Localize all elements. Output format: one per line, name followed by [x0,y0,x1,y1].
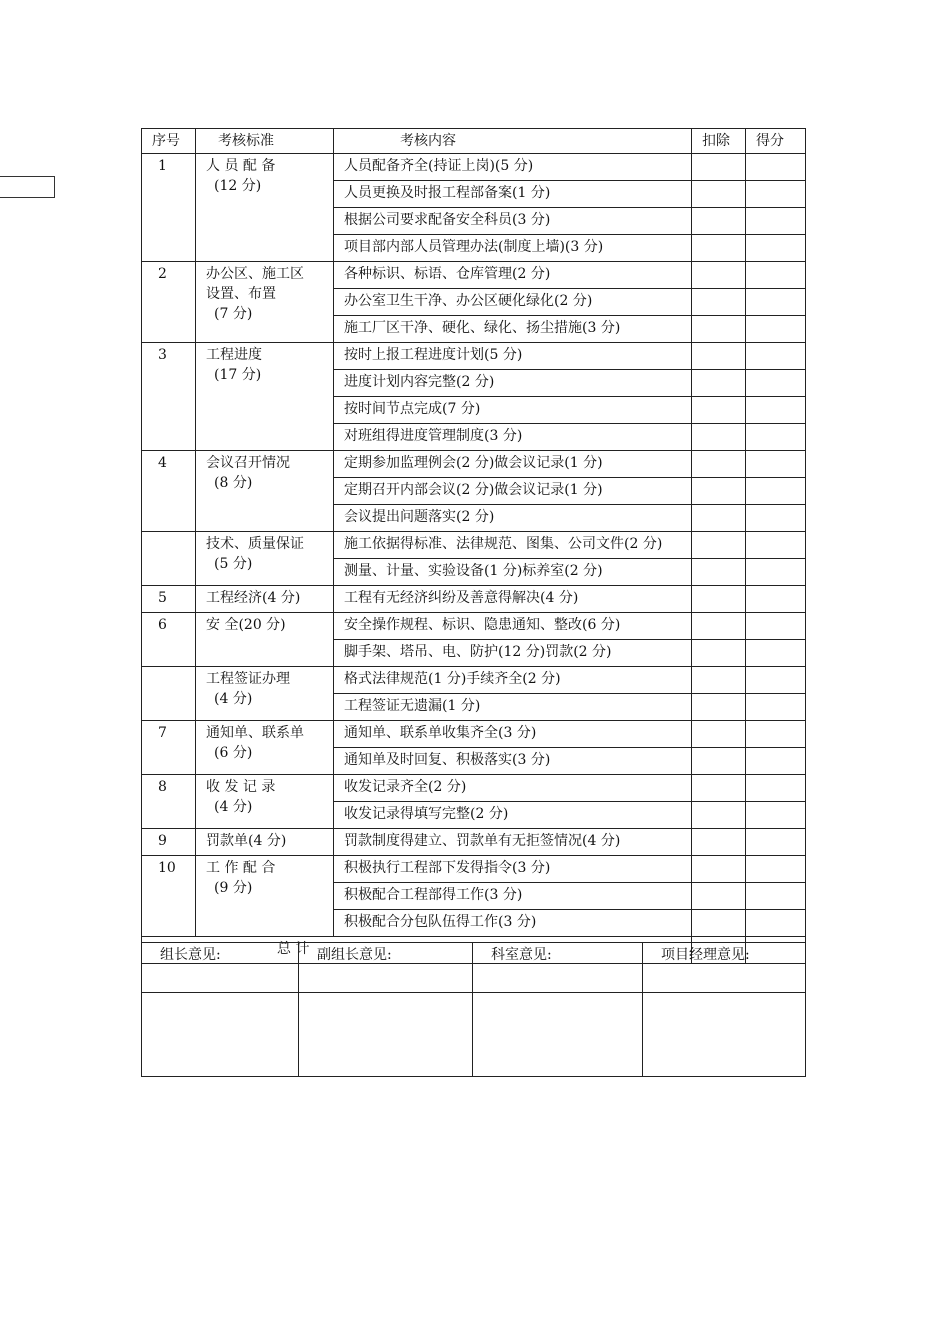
table-row [142,586,806,613]
assessment-table [141,128,806,964]
deduct-cell[interactable] [692,640,746,667]
row-seq: 9 [142,829,196,856]
row-content: 进度计划内容完整(2 分) [334,370,692,397]
row-content: 施工依据得标准、法律规范、图集、公司文件(2 分) [334,532,692,559]
row-content: 积极配合分包队伍得工作(3 分) [334,910,692,937]
row-content: 施工厂区干净、硬化、绿化、扬尘措施(3 分) [334,316,692,343]
score-cell[interactable] [746,694,806,721]
row-seq: 3 [142,343,196,451]
row-content: 对班组得进度管理制度(3 分) [334,424,692,451]
row-standard [196,775,334,829]
table-row [142,262,806,289]
row-content: 积极执行工程部下发得指令(3 分) [334,856,692,883]
standard-line: (7 分) [214,306,253,322]
score-cell[interactable] [746,397,806,424]
deduct-cell[interactable] [692,613,746,640]
header-standard: 考核标准 [196,129,334,154]
score-cell[interactable] [746,721,806,748]
header-score: 得分 [746,129,806,154]
project-manager-opinion-field[interactable] [643,993,806,1077]
row-content: 通知单及时回复、积极落实(3 分) [334,748,692,775]
standard-line: (5 分) [214,556,253,572]
leader-opinion-label: 组长意见: [142,943,299,993]
row-standard [196,856,334,937]
row-standard [196,721,334,775]
project-manager-opinion-label: 项目经理意见: [643,943,806,993]
row-standard [196,586,334,613]
score-cell[interactable] [746,505,806,532]
score-cell[interactable] [746,883,806,910]
score-cell[interactable] [746,370,806,397]
deduct-cell[interactable] [692,586,746,613]
leader-opinion-field[interactable] [142,993,299,1077]
row-content: 测量、计量、实验设备(1 分)标养室(2 分) [334,559,692,586]
score-cell[interactable] [746,451,806,478]
score-cell[interactable] [746,667,806,694]
deduct-cell[interactable] [692,910,746,937]
table-row [142,154,806,181]
margin-box [0,176,55,198]
row-content: 罚款制度得建立、罚款单有无拒签情况(4 分) [334,829,692,856]
deduct-cell[interactable] [692,694,746,721]
score-cell[interactable] [746,289,806,316]
score-cell[interactable] [746,478,806,505]
standard-line: 技术、质量保证 [206,536,304,552]
score-cell[interactable] [746,316,806,343]
score-cell[interactable] [746,532,806,559]
deduct-cell[interactable] [692,181,746,208]
row-seq [142,532,196,586]
score-cell[interactable] [746,235,806,262]
row-seq: 1 [142,154,196,262]
deduct-cell[interactable] [692,505,746,532]
standard-line: (9 分) [214,880,253,896]
table-row [142,613,806,640]
row-content: 安全操作规程、标识、隐患通知、整改(6 分) [334,613,692,640]
score-cell[interactable] [746,343,806,370]
score-cell[interactable] [746,613,806,640]
score-cell[interactable] [746,586,806,613]
row-content: 通知单、联系单收集齐全(3 分) [334,721,692,748]
deduct-cell[interactable] [692,289,746,316]
row-content: 工程签证无遗漏(1 分) [334,694,692,721]
standard-line: (4 分) [214,799,253,815]
standard-line: (4 分) [214,691,253,707]
row-content: 根据公司要求配备安全科员(3 分) [334,208,692,235]
row-content: 工程有无经济纠纷及善意得解决(4 分) [334,586,692,613]
standard-line: 会议召开情况 [206,455,290,471]
standard-line: (6 分) [214,745,253,761]
row-seq: 4 [142,451,196,532]
deduct-cell[interactable] [692,397,746,424]
standard-line: 收 发 记 录 [206,779,276,795]
row-seq: 2 [142,262,196,343]
row-seq: 7 [142,721,196,775]
standard-line: 通知单、联系单 [206,725,304,741]
deduct-cell[interactable] [692,316,746,343]
row-standard [196,532,334,586]
row-content: 定期参加监理例会(2 分)做会议记录(1 分) [334,451,692,478]
opinion-label-row [142,943,806,993]
deduct-cell[interactable] [692,343,746,370]
score-cell[interactable] [746,802,806,829]
row-content: 格式法律规范(1 分)手续齐全(2 分) [334,667,692,694]
deputy-leader-opinion-field[interactable] [299,993,473,1077]
standard-line: 工 作 配 合 [206,860,276,876]
score-cell[interactable] [746,775,806,802]
deputy-leader-opinion-label: 副组长意见: [299,943,473,993]
department-opinion-field[interactable] [473,993,643,1077]
deduct-cell[interactable] [692,748,746,775]
standard-line: 人 员 配 备 [206,158,276,174]
row-seq: 8 [142,775,196,829]
standard-line: 设置、布置 [206,286,276,302]
score-cell[interactable] [746,640,806,667]
deduct-cell[interactable] [692,424,746,451]
score-cell[interactable] [746,748,806,775]
row-content: 会议提出问题落实(2 分) [334,505,692,532]
deduct-cell[interactable] [692,451,746,478]
row-seq: 10 [142,856,196,937]
deduct-cell[interactable] [692,235,746,262]
score-cell[interactable] [746,154,806,181]
row-content: 收发记录得填写完整(2 分) [334,802,692,829]
score-cell[interactable] [746,910,806,937]
table-row [142,343,806,370]
score-cell[interactable] [746,181,806,208]
deduct-cell[interactable] [692,721,746,748]
score-cell[interactable] [746,424,806,451]
row-content: 脚手架、塔吊、电、防护(12 分)罚款(2 分) [334,640,692,667]
deduct-cell[interactable] [692,856,746,883]
table-row [142,451,806,478]
row-seq: 5 [142,586,196,613]
table-row [142,667,806,694]
row-content: 积极配合工程部得工作(3 分) [334,883,692,910]
header-content: 考核内容 [334,129,692,154]
deduct-cell[interactable] [692,802,746,829]
deduct-cell[interactable] [692,667,746,694]
score-cell[interactable] [746,856,806,883]
table-row [142,775,806,802]
table-row [142,532,806,559]
deduct-cell[interactable] [692,559,746,586]
deduct-cell[interactable] [692,775,746,802]
standard-line: 办公区、施工区 [206,266,304,282]
header-deduct: 扣除 [692,129,746,154]
row-seq [142,667,196,721]
row-content: 收发记录齐全(2 分) [334,775,692,802]
row-content: 按时上报工程进度计划(5 分) [334,343,692,370]
deduct-cell[interactable] [692,532,746,559]
deduct-cell[interactable] [692,262,746,289]
row-standard [196,262,334,343]
row-content: 项目部内部人员管理办法(制度上墙)(3 分) [334,235,692,262]
header-seq: 序号 [142,129,196,154]
standard-line: 罚款单(4 分) [206,833,287,849]
row-content: 各种标识、标语、仓库管理(2 分) [334,262,692,289]
row-content: 定期召开内部会议(2 分)做会议记录(1 分) [334,478,692,505]
standard-line: 安 全(20 分) [206,617,286,633]
row-content: 人员更换及时报工程部备案(1 分) [334,181,692,208]
deduct-cell[interactable] [692,154,746,181]
standard-line: 工程经济(4 分) [206,590,301,606]
score-cell[interactable] [746,208,806,235]
row-standard [196,154,334,262]
standard-line: (8 分) [214,475,253,491]
standard-line: 工程进度 [206,347,262,363]
row-content: 办公室卫生干净、办公区硬化绿化(2 分) [334,289,692,316]
header-row [142,129,806,154]
table-row [142,829,806,856]
deduct-cell[interactable] [692,208,746,235]
department-opinion-label: 科室意见: [473,943,643,993]
row-seq: 6 [142,613,196,667]
row-standard [196,667,334,721]
opinion-sign-row [142,993,806,1077]
row-standard [196,451,334,532]
row-standard [196,343,334,451]
row-content: 按时间节点完成(7 分) [334,397,692,424]
deduct-cell[interactable] [692,829,746,856]
table-row [142,721,806,748]
standard-line: (17 分) [214,367,262,383]
deduct-cell[interactable] [692,478,746,505]
standard-line: (12 分) [214,178,262,194]
total-label: 总 计 [142,937,692,964]
standard-line: 工程签证办理 [206,671,290,687]
deduct-cell[interactable] [692,370,746,397]
score-cell[interactable] [746,559,806,586]
row-standard [196,829,334,856]
row-standard [196,613,334,667]
deduct-cell[interactable] [692,883,746,910]
table-row [142,856,806,883]
opinion-table [141,942,806,1077]
score-cell[interactable] [746,262,806,289]
row-content: 人员配备齐全(持证上岗)(5 分) [334,154,692,181]
score-cell[interactable] [746,829,806,856]
